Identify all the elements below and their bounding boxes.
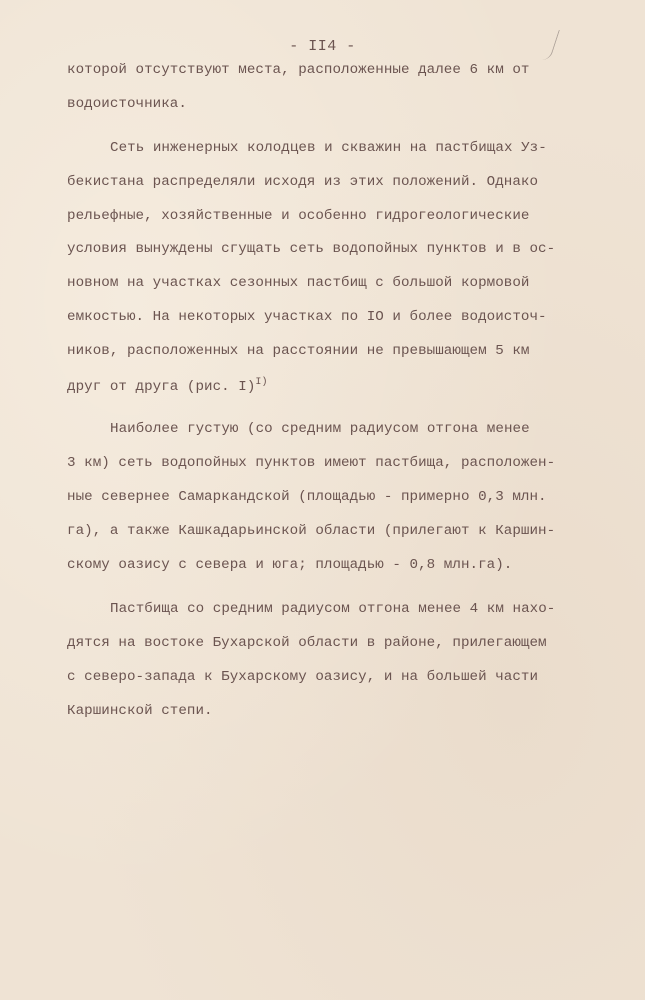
body-line: дятся на востоке Бухарской области в районе, прилегающем	[67, 635, 547, 651]
body-line-with-footnote-ref	[67, 378, 268, 394]
body-line: га), а также Кашкадарьинской области (прилегают к Каршин-	[67, 523, 556, 539]
page-number: - II4 -	[289, 38, 356, 55]
body-line: ные севернее Самаркандской (площадью - примерно 0,3 млн.	[67, 489, 547, 505]
body-line: новном на участках сезонных пастбищ с большой кормовой	[67, 275, 530, 291]
body-line: рельефные, хозяйственные и особенно гидрогеологические	[67, 208, 530, 224]
body-line: условия вынуждены сгущать сеть водопойных пунктов и в ос-	[67, 241, 556, 257]
body-line: скому оазису с севера и юга; площадью - 0,8 млн.га).	[67, 557, 513, 573]
body-line: водоисточника.	[67, 96, 187, 112]
body-line: 3 км) сеть водопойных пунктов имеют пастбища, расположен-	[67, 455, 556, 471]
body-line-text: друг от друга (рис. I)	[67, 379, 256, 395]
body-line: бекистана распределяли исходя из этих положений. Однако	[67, 174, 539, 190]
body-line: с северо-запада к Бухарскому оазису, и на большей части	[67, 669, 539, 685]
footnote-reference: I)	[255, 377, 268, 388]
body-line: которой отсутствуют места, расположенные далее 6 км от	[67, 62, 530, 78]
paragraph-start: Сеть инженерных колодцев и скважин на пастбищах Уз-	[110, 140, 547, 156]
body-line: ников, расположенных на расстоянии не превышающем 5 км	[67, 343, 530, 359]
paragraph-start: Наиболее густую (со средним радиусом отгона менее	[110, 421, 530, 437]
body-line: Каршинской степи.	[67, 703, 213, 719]
body-line: емкостью. На некоторых участках по IO и более водоисточ-	[67, 309, 547, 325]
paragraph-start: Пастбища со средним радиусом отгона менее 4 км нахо-	[110, 601, 556, 617]
